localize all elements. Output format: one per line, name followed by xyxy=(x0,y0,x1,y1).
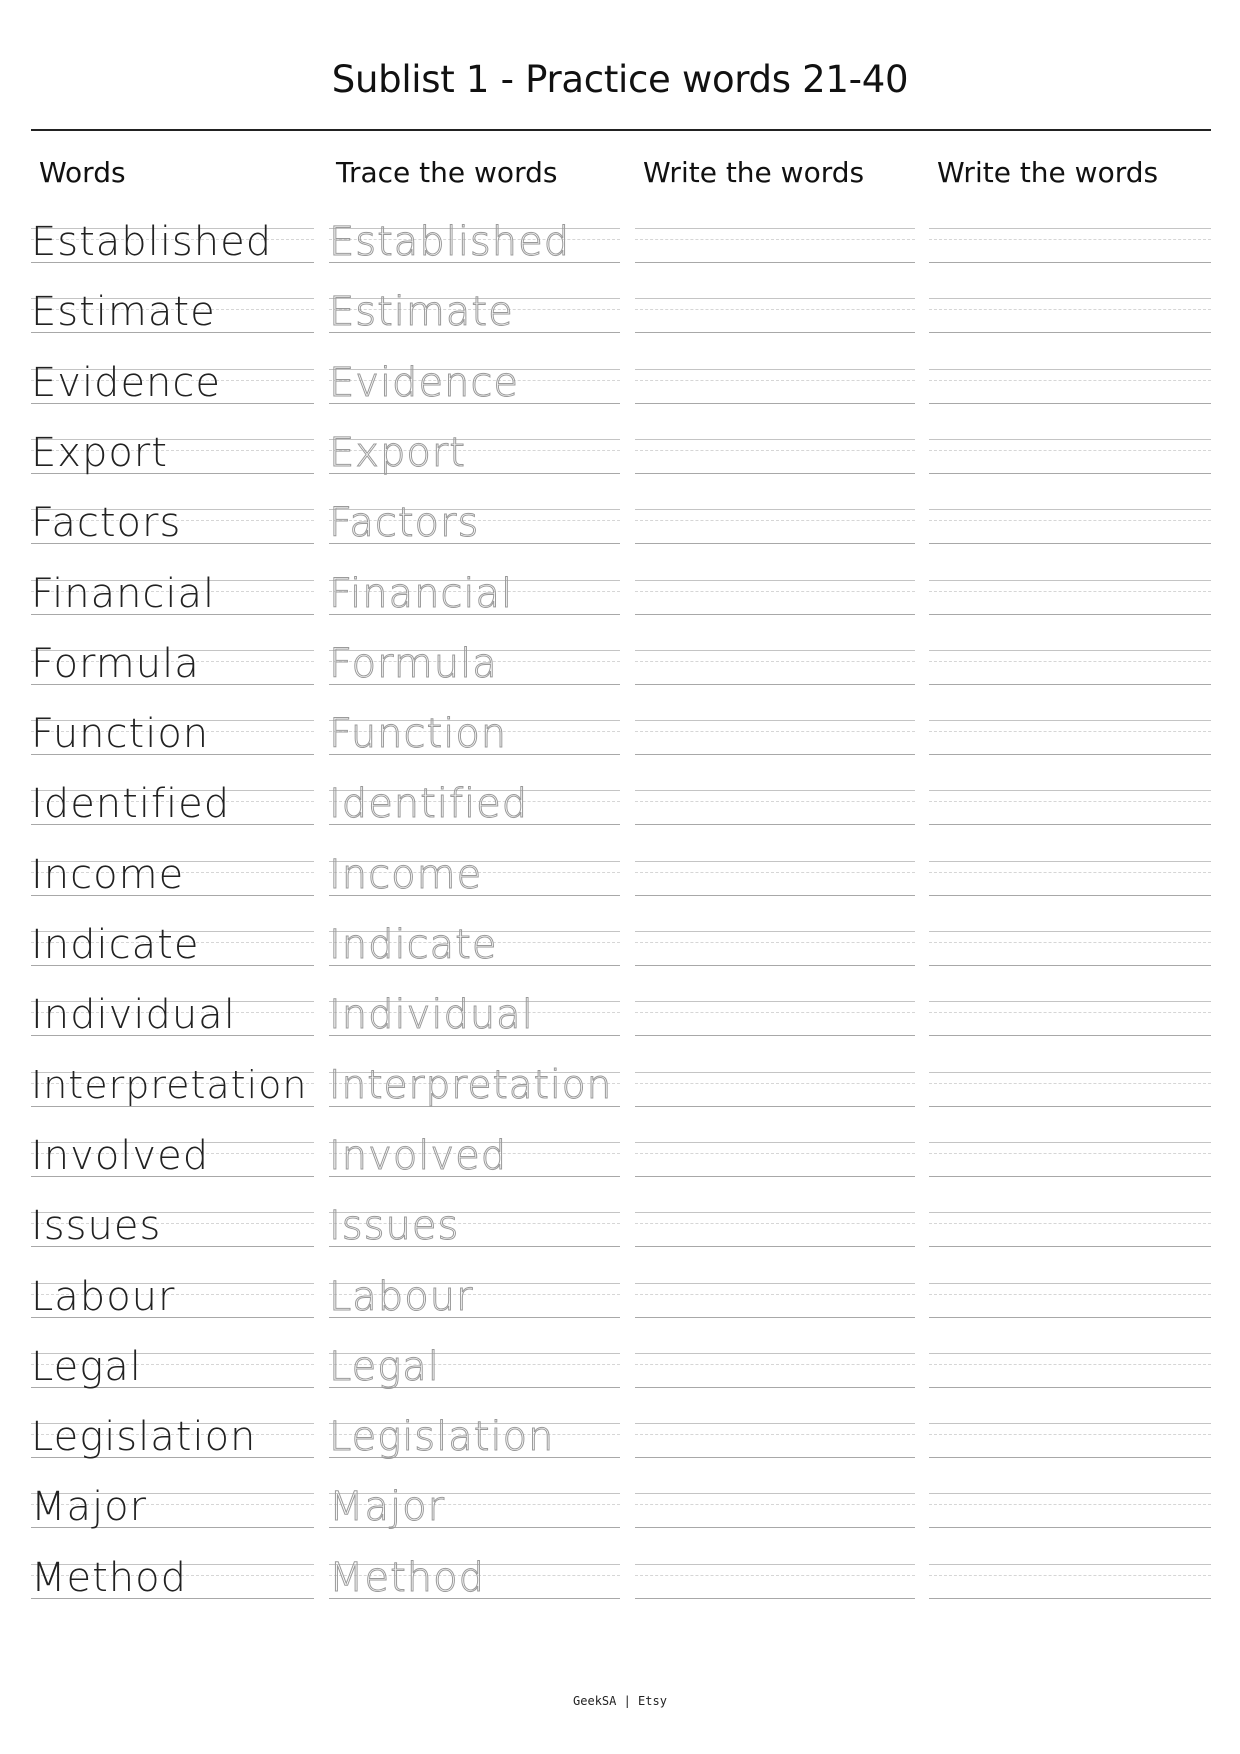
word-cell xyxy=(31,1414,314,1460)
guide-line-bot xyxy=(929,1035,1211,1036)
trace-cell[interactable] xyxy=(329,1414,620,1460)
write-cell-1[interactable] xyxy=(635,1001,915,1037)
guide-line-bot xyxy=(635,543,915,544)
word-cell xyxy=(31,289,314,335)
practice-row xyxy=(0,1274,1240,1353)
guide-line-mid xyxy=(929,872,1211,873)
write-cell-2[interactable] xyxy=(929,790,1211,826)
guide-line-bot xyxy=(929,1246,1211,1247)
practice-row xyxy=(0,922,1240,1001)
write-cell-1[interactable] xyxy=(635,650,915,686)
practice-row xyxy=(0,992,1240,1071)
guide-line-bot xyxy=(635,1527,915,1528)
write-cell-1[interactable] xyxy=(635,1353,915,1389)
write-cell-1[interactable] xyxy=(635,1493,915,1529)
word-cell xyxy=(31,1344,314,1390)
trace-word: Formula xyxy=(329,641,498,687)
write-cell-2[interactable] xyxy=(929,509,1211,545)
guide-line-bot xyxy=(635,403,915,404)
write-cell-2[interactable] xyxy=(929,1564,1211,1600)
guide-line-bot xyxy=(929,895,1211,896)
practice-row xyxy=(0,571,1240,650)
guide-line-bot xyxy=(929,965,1211,966)
practice-row xyxy=(0,1484,1240,1563)
vocab-word: Labour xyxy=(31,1274,176,1320)
practice-row xyxy=(0,641,1240,720)
title-divider xyxy=(31,129,1211,131)
guide-line-top xyxy=(635,861,915,862)
vocab-word: Involved xyxy=(31,1133,210,1179)
vocab-word: Established xyxy=(31,219,273,265)
guide-line-top xyxy=(929,228,1211,229)
guide-line-bot xyxy=(635,1246,915,1247)
guide-line-top xyxy=(929,298,1211,299)
guide-line-top xyxy=(929,1353,1211,1354)
guide-line-mid xyxy=(929,1294,1211,1295)
guide-line-mid xyxy=(929,731,1211,732)
write-cell-2[interactable] xyxy=(929,1353,1211,1389)
word-cell xyxy=(31,219,314,265)
write-cell-2[interactable] xyxy=(929,1493,1211,1529)
vocab-word: Legal xyxy=(31,1344,142,1390)
guide-line-mid xyxy=(635,1012,915,1013)
write-cell-2[interactable] xyxy=(929,1072,1211,1108)
guide-line-top xyxy=(929,509,1211,510)
guide-line-bot xyxy=(929,684,1211,685)
write-cell-2[interactable] xyxy=(929,439,1211,475)
write-cell-1[interactable] xyxy=(635,861,915,897)
practice-row xyxy=(0,1414,1240,1493)
guide-line-bot xyxy=(929,614,1211,615)
write-cell-1[interactable] xyxy=(635,790,915,826)
guide-line-top xyxy=(929,720,1211,721)
guide-line-mid xyxy=(635,872,915,873)
trace-cell[interactable] xyxy=(329,500,620,546)
guide-line-bot xyxy=(929,262,1211,263)
trace-word: Income xyxy=(329,852,483,898)
practice-row xyxy=(0,360,1240,439)
write-cell-1[interactable] xyxy=(635,439,915,475)
trace-cell[interactable] xyxy=(329,992,620,1038)
word-cell xyxy=(31,992,314,1038)
word-cell xyxy=(31,1203,314,1249)
guide-line-mid xyxy=(929,1083,1211,1084)
guide-line-mid xyxy=(635,1434,915,1435)
trace-word: Evidence xyxy=(329,360,520,406)
word-cell xyxy=(31,1484,314,1530)
trace-word: Interpretation xyxy=(329,1063,613,1108)
guide-line-mid xyxy=(635,380,915,381)
guide-line-top xyxy=(929,369,1211,370)
guide-line-top xyxy=(635,228,915,229)
trace-cell[interactable] xyxy=(329,1063,620,1108)
write-cell-2[interactable] xyxy=(929,720,1211,756)
trace-word: Legislation xyxy=(329,1414,555,1460)
practice-row xyxy=(0,781,1240,860)
guide-line-top xyxy=(635,1283,915,1284)
practice-row xyxy=(0,1133,1240,1212)
guide-line-mid xyxy=(635,591,915,592)
guide-line-bot xyxy=(635,1317,915,1318)
guide-line-mid xyxy=(929,801,1211,802)
practice-row xyxy=(0,219,1240,298)
guide-line-top xyxy=(929,650,1211,651)
guide-line-top xyxy=(929,1564,1211,1565)
vocab-word: Financial xyxy=(31,571,216,617)
guide-line-top xyxy=(635,1423,915,1424)
vocab-word: Major xyxy=(31,1484,148,1530)
guide-line-bot xyxy=(635,1457,915,1458)
trace-word: Method xyxy=(329,1555,486,1601)
guide-line-bot xyxy=(929,1317,1211,1318)
guide-line-bot xyxy=(635,684,915,685)
guide-line-mid xyxy=(635,1504,915,1505)
guide-line-top xyxy=(635,931,915,932)
practice-row xyxy=(0,711,1240,790)
guide-line-mid xyxy=(929,1364,1211,1365)
guide-line-top xyxy=(635,1353,915,1354)
guide-line-bot xyxy=(635,965,915,966)
practice-row xyxy=(0,1344,1240,1423)
word-cell xyxy=(31,1555,314,1601)
guide-line-mid xyxy=(929,380,1211,381)
guide-line-mid xyxy=(635,1294,915,1295)
guide-line-mid xyxy=(929,1153,1211,1154)
trace-word: Individual xyxy=(329,992,534,1038)
trace-word: Function xyxy=(329,711,508,757)
trace-word: Legal xyxy=(329,1344,440,1390)
trace-word: Identified xyxy=(329,781,529,827)
vocab-word: Income xyxy=(31,852,185,898)
guide-line-top xyxy=(635,439,915,440)
trace-cell[interactable] xyxy=(329,781,620,827)
guide-line-mid xyxy=(635,942,915,943)
practice-row xyxy=(0,500,1240,579)
word-cell xyxy=(31,1274,314,1320)
guide-line-mid xyxy=(635,731,915,732)
write-cell-1[interactable] xyxy=(635,228,915,264)
practice-row xyxy=(0,289,1240,368)
trace-word: Estimate xyxy=(329,289,514,335)
guide-line-mid xyxy=(635,450,915,451)
vocab-word: Formula xyxy=(31,641,200,687)
write-cell-2[interactable] xyxy=(929,650,1211,686)
guide-line-mid xyxy=(635,520,915,521)
vocab-word: Factors xyxy=(31,500,182,546)
write-cell-1[interactable] xyxy=(635,580,915,616)
guide-line-top xyxy=(635,580,915,581)
trace-cell[interactable] xyxy=(329,1484,620,1530)
guide-line-top xyxy=(635,1564,915,1565)
vocab-word: Legislation xyxy=(31,1414,257,1460)
write-cell-2[interactable] xyxy=(929,931,1211,967)
practice-row xyxy=(0,852,1240,931)
guide-line-top xyxy=(929,1212,1211,1213)
guide-line-top xyxy=(635,720,915,721)
guide-line-mid xyxy=(929,239,1211,240)
write-cell-2[interactable] xyxy=(929,228,1211,264)
guide-line-mid xyxy=(635,1083,915,1084)
guide-line-top xyxy=(635,509,915,510)
guide-line-mid xyxy=(635,1223,915,1224)
trace-cell[interactable] xyxy=(329,1555,620,1601)
trace-cell[interactable] xyxy=(329,289,620,335)
word-cell xyxy=(31,641,314,687)
footer-credit: GeekSA | Etsy xyxy=(573,1694,667,1708)
guide-line-bot xyxy=(635,895,915,896)
write-cell-2[interactable] xyxy=(929,369,1211,405)
trace-cell[interactable] xyxy=(329,571,620,617)
guide-line-top xyxy=(635,298,915,299)
write-cell-1[interactable] xyxy=(635,1142,915,1178)
guide-line-top xyxy=(929,1072,1211,1073)
write-cell-1[interactable] xyxy=(635,931,915,967)
guide-line-bot xyxy=(929,473,1211,474)
write-cell-2[interactable] xyxy=(929,1001,1211,1037)
vocab-word: Estimate xyxy=(31,289,216,335)
write-cell-2[interactable] xyxy=(929,298,1211,334)
guide-line-bot xyxy=(929,824,1211,825)
guide-line-mid xyxy=(929,1504,1211,1505)
guide-line-top xyxy=(635,790,915,791)
guide-line-mid xyxy=(929,591,1211,592)
guide-line-top xyxy=(635,369,915,370)
guide-line-top xyxy=(929,439,1211,440)
guide-line-bot xyxy=(635,1035,915,1036)
practice-row xyxy=(0,1555,1240,1634)
write-cell-1[interactable] xyxy=(635,509,915,545)
write-cell-1[interactable] xyxy=(635,1072,915,1108)
guide-line-bot xyxy=(929,403,1211,404)
write-cell-1[interactable] xyxy=(635,1423,915,1459)
column-header-trace: Trace the words xyxy=(336,156,558,189)
vocab-word: Evidence xyxy=(31,360,222,406)
trace-cell[interactable] xyxy=(329,641,620,687)
guide-line-bot xyxy=(635,1387,915,1388)
guide-line-mid xyxy=(635,1364,915,1365)
word-cell xyxy=(31,781,314,827)
guide-line-bot xyxy=(635,1598,915,1599)
column-header-words: Words xyxy=(39,156,126,189)
guide-line-mid xyxy=(635,1153,915,1154)
guide-line-bot xyxy=(635,1176,915,1177)
trace-word: Major xyxy=(329,1484,446,1530)
vocab-word: Issues xyxy=(31,1203,162,1249)
guide-line-mid xyxy=(635,801,915,802)
trace-cell[interactable] xyxy=(329,852,620,898)
practice-row xyxy=(0,1203,1240,1282)
guide-line-bot xyxy=(929,543,1211,544)
guide-line-bot xyxy=(635,1106,915,1107)
write-cell-1[interactable] xyxy=(635,1283,915,1319)
trace-cell[interactable] xyxy=(329,1344,620,1390)
guide-line-top xyxy=(929,861,1211,862)
write-cell-1[interactable] xyxy=(635,720,915,756)
guide-line-mid xyxy=(635,309,915,310)
guide-line-top xyxy=(635,1001,915,1002)
guide-line-top xyxy=(929,1001,1211,1002)
practice-row xyxy=(0,430,1240,509)
guide-line-top xyxy=(929,1493,1211,1494)
guide-line-bot xyxy=(929,1387,1211,1388)
guide-line-bot xyxy=(929,1527,1211,1528)
write-cell-1[interactable] xyxy=(635,1564,915,1600)
vocab-word: Identified xyxy=(31,781,231,827)
guide-line-bot xyxy=(635,473,915,474)
column-header-write-1: Write the words xyxy=(643,156,865,189)
guide-line-bot xyxy=(635,332,915,333)
guide-line-mid xyxy=(929,1434,1211,1435)
trace-cell[interactable] xyxy=(329,922,620,968)
guide-line-top xyxy=(635,650,915,651)
practice-row xyxy=(0,1063,1240,1142)
trace-word: Established xyxy=(329,219,571,265)
trace-cell[interactable] xyxy=(329,1274,620,1320)
vocab-word: Export xyxy=(31,430,168,476)
word-cell xyxy=(31,852,314,898)
guide-line-mid xyxy=(929,1012,1211,1013)
write-cell-1[interactable] xyxy=(635,1212,915,1248)
guide-line-mid xyxy=(929,309,1211,310)
guide-line-bot xyxy=(929,1176,1211,1177)
column-header-write-2: Write the words xyxy=(937,156,1159,189)
word-cell xyxy=(31,360,314,406)
vocab-word: Method xyxy=(31,1555,188,1601)
guide-line-bot xyxy=(929,1106,1211,1107)
write-cell-2[interactable] xyxy=(929,1212,1211,1248)
guide-line-top xyxy=(635,1493,915,1494)
write-cell-1[interactable] xyxy=(635,369,915,405)
word-cell xyxy=(31,1133,314,1179)
vocab-word: Individual xyxy=(31,992,236,1038)
trace-word: Labour xyxy=(329,1274,474,1320)
page-title: Sublist 1 - Practice words 21-40 xyxy=(331,58,909,101)
trace-cell[interactable] xyxy=(329,430,620,476)
trace-word: Financial xyxy=(329,571,514,617)
guide-line-mid xyxy=(929,942,1211,943)
trace-cell[interactable] xyxy=(329,360,620,406)
word-cell xyxy=(31,500,314,546)
guide-line-mid xyxy=(929,1223,1211,1224)
write-cell-2[interactable] xyxy=(929,1142,1211,1178)
trace-cell[interactable] xyxy=(329,219,620,265)
word-cell xyxy=(31,711,314,757)
write-cell-1[interactable] xyxy=(635,298,915,334)
guide-line-mid xyxy=(635,1575,915,1576)
guide-line-mid xyxy=(929,520,1211,521)
guide-line-mid xyxy=(635,239,915,240)
guide-line-top xyxy=(929,1142,1211,1143)
guide-line-top xyxy=(635,1142,915,1143)
trace-word: Involved xyxy=(329,1133,508,1179)
guide-line-bot xyxy=(929,1457,1211,1458)
guide-line-top xyxy=(635,1212,915,1213)
guide-line-bot xyxy=(635,754,915,755)
guide-line-mid xyxy=(929,1575,1211,1576)
guide-line-bot xyxy=(929,332,1211,333)
word-cell xyxy=(31,571,314,617)
trace-cell[interactable] xyxy=(329,711,620,757)
write-cell-2[interactable] xyxy=(929,861,1211,897)
guide-line-top xyxy=(635,1072,915,1073)
word-cell xyxy=(31,1063,314,1108)
write-cell-2[interactable] xyxy=(929,580,1211,616)
trace-word: Export xyxy=(329,430,466,476)
word-cell xyxy=(31,430,314,476)
guide-line-mid xyxy=(929,450,1211,451)
trace-word: Indicate xyxy=(329,922,498,968)
vocab-word: Interpretation xyxy=(31,1063,308,1107)
write-cell-2[interactable] xyxy=(929,1423,1211,1459)
guide-line-mid xyxy=(635,661,915,662)
guide-line-bot xyxy=(929,754,1211,755)
guide-line-top xyxy=(929,790,1211,791)
trace-word: Factors xyxy=(329,500,480,546)
guide-line-top xyxy=(929,1423,1211,1424)
guide-line-top xyxy=(929,580,1211,581)
guide-line-bot xyxy=(635,262,915,263)
guide-line-mid xyxy=(929,661,1211,662)
guide-line-top xyxy=(929,1283,1211,1284)
guide-line-bot xyxy=(635,614,915,615)
guide-line-top xyxy=(929,931,1211,932)
vocab-word: Function xyxy=(31,711,210,757)
trace-cell[interactable] xyxy=(329,1133,620,1179)
trace-word: Issues xyxy=(329,1203,460,1249)
trace-cell[interactable] xyxy=(329,1203,620,1249)
write-cell-2[interactable] xyxy=(929,1283,1211,1319)
guide-line-bot xyxy=(635,824,915,825)
guide-line-bot xyxy=(929,1598,1211,1599)
vocab-word: Indicate xyxy=(31,922,200,968)
word-cell xyxy=(31,922,314,968)
